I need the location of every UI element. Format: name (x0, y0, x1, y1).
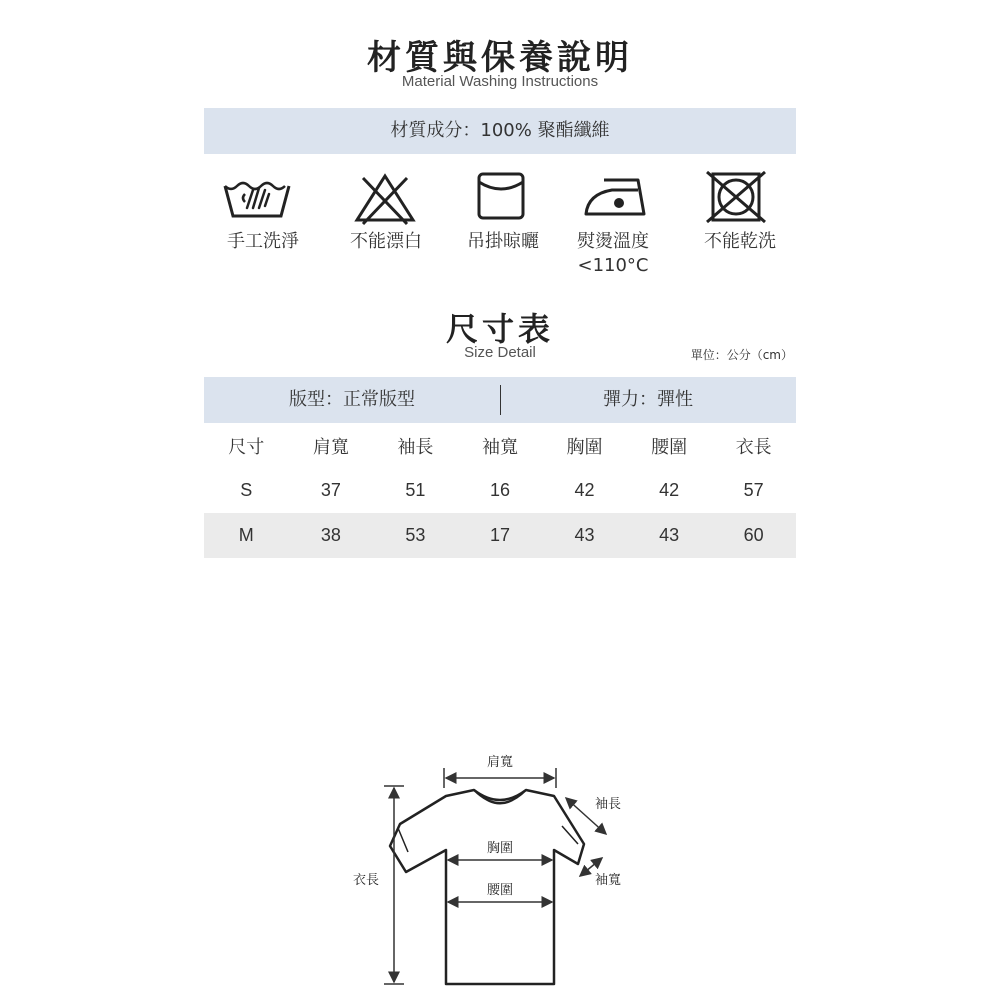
cell-chest: 42 (574, 480, 595, 500)
table-row (204, 468, 796, 513)
material-text: 材質成分：100% 聚酯纖維 (390, 120, 610, 141)
size-subtitle: Size Detail (464, 344, 536, 361)
cell-shoulder: 37 (320, 480, 341, 500)
cell-sleeve-width: 16 (489, 480, 510, 500)
cell-length: 57 (743, 480, 764, 500)
header-shoulder: 肩寬 (312, 436, 349, 458)
no-tumble-dry-icon (697, 168, 777, 228)
hand-wash-label: 手工洗淨 (227, 231, 299, 252)
hang-dry-icon (461, 168, 541, 228)
no-bleach-icon (345, 168, 425, 228)
stretch-type: 彈力：彈性 (603, 389, 693, 410)
no-dry-clean-label: 不能乾洗 (704, 231, 776, 252)
care-title: 材質與保養說明 (367, 38, 633, 78)
cell-sleeve-length: 51 (405, 480, 426, 500)
header-length: 衣長 (735, 436, 772, 458)
tshirt-collar (474, 790, 526, 804)
sleeve-length-label: 袖長 (594, 797, 622, 812)
sleeve-width-label: 袖寬 (594, 873, 622, 888)
cell-waist: 43 (627, 513, 712, 558)
shoulder-label: 肩寬 (486, 755, 514, 770)
header-sleeve-width: 袖寬 (481, 436, 518, 458)
hang-dry-label: 吊掛晾曬 (467, 231, 539, 252)
fit-band (204, 377, 796, 423)
size-title: 尺寸表 (445, 310, 554, 348)
cell-size: S (240, 480, 253, 500)
iron-temp-value: <110°C (577, 255, 649, 276)
cell-size: M (204, 513, 289, 558)
header-size: 尺寸 (228, 436, 265, 458)
cell-length: 60 (711, 513, 796, 558)
no-bleach-label: 不能漂白 (350, 231, 422, 252)
hand-wash-icon (217, 168, 297, 228)
unit-label: 單位：公分（cm） (690, 348, 793, 362)
cell-shoulder: 38 (289, 513, 374, 558)
cell-chest: 43 (542, 513, 627, 558)
cell-waist: 42 (659, 480, 680, 500)
size-table (204, 423, 796, 558)
care-subtitle: Material Washing Instructions (401, 73, 599, 90)
fit-type: 版型：正常版型 (289, 389, 415, 410)
header-chest: 胸圍 (566, 436, 603, 458)
size-table-header (204, 423, 796, 468)
header-sleeve-length: 袖長 (397, 436, 434, 458)
material-band (204, 108, 796, 154)
tshirt-diagram (340, 740, 660, 1000)
waist-label: 腰圍 (486, 883, 514, 898)
table-row (204, 513, 796, 558)
cell-sleeve-width: 17 (458, 513, 543, 558)
cell-sleeve-length: 53 (373, 513, 458, 558)
header-waist: 腰圍 (651, 436, 688, 458)
chest-label: 胸圍 (486, 841, 514, 856)
iron-temp-label: 熨燙溫度 (577, 231, 649, 252)
length-label: 衣長 (352, 873, 380, 888)
iron-low-icon (578, 168, 658, 228)
